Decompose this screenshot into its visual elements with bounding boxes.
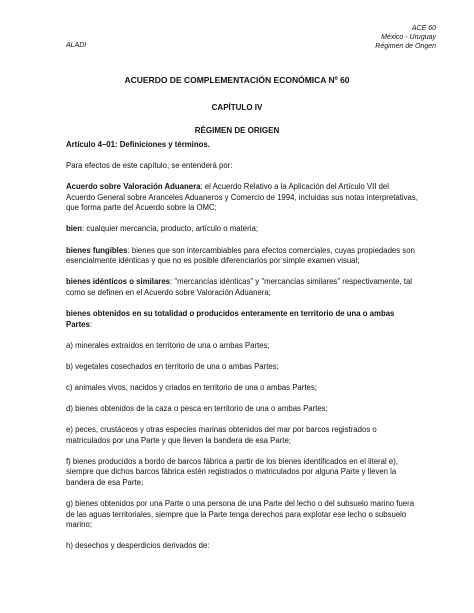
document-body: [66, 140, 418, 562]
definition-bien: [66, 224, 418, 235]
definition-term: Acuerdo sobre Valoración Aduanera: [66, 182, 201, 192]
list-item-b: b) vegetales cosechados en territorio de una o ambas Partes;: [66, 361, 279, 371]
definition-text: :: [89, 319, 93, 329]
list-item-d: d) bienes obtenidos de la caza o pesca en territorio de una o ambas Partes;: [66, 403, 328, 413]
header-ace: ACE 60: [411, 25, 436, 32]
definition-obtenidos: [66, 309, 418, 330]
list-item-f: f) bienes producidos a bordo de barcos fábrica a partir de los bienes identificados en el literal e), siempre que dichos barcos fábrica estén registrados o matriculados por alguna Parte y lleven la bandera de esa Parte;: [66, 456, 398, 487]
chapter-number: CAPÍTULO IV: [211, 103, 263, 112]
list-item-c: c) animales vivos, nacidos y criados en territorio de una o ambas Partes;: [66, 382, 317, 392]
definition-text: : bienes que son intercambiables para efectos comerciales, cuyas propiedades son esencialmente idénticas y que no es posible diferenciarlos por simple examen visual;: [66, 245, 415, 266]
chapter-title: RÉGIMEN DE ORIGEN: [194, 126, 280, 135]
list-item-g: g) bienes obtenidos por una Parte o una persona de una Parte del lecho o del subsuelo marino fuera de las aguas territoriales, siempre que la Parte tenga derechos para explotar ese lecho o subsuelo marino;: [66, 498, 415, 530]
definition-text: : cualquier mercancía, producto, artículo o materia;: [82, 224, 258, 234]
header-countries: México - Uruguay: [381, 34, 436, 41]
list-item-h: h) desechos y desperdicios derivados de:: [66, 541, 210, 551]
intro-paragraph: Para efectos de este capítulo, se entenderá por:: [66, 161, 233, 171]
definition-term: bienes idénticos o similares: [66, 277, 170, 287]
definition-text: : el Acuerdo Relativo a la Aplicación del Artículo VII del Acuerdo General sobre Aranceles Aduaneros y Comercio de 1994, incluidas sus notas interpretativas, que forma parte del Acuerdo sobre la OMC;: [66, 182, 418, 213]
definition-text: : "mercancías idénticas" y "mercancías similares" respectivamente, tal como se definen en el Acuerdo sobre Valoración Aduanera;: [66, 277, 413, 297]
article-heading: Artículo 4–01: Definiciones y términos.: [66, 140, 210, 149]
running-header-left: ALADI: [66, 42, 87, 49]
definition-fungibles: [66, 246, 418, 267]
header-section: Régimen de Origen: [375, 43, 436, 50]
document-title: ACUERDO DE COMPLEMENTACIÓN ECONÓMICA Nº 60: [124, 75, 350, 85]
definition-valoracion: [66, 182, 418, 214]
list-item-a: a) minerales extraídos en territorio de una o ambas Partes;: [66, 340, 270, 350]
definition-term: bien: [66, 224, 83, 234]
definition-term: bienes fungibles: [66, 245, 128, 255]
definition-term: bienes obtenidos en su totalidad o producidos enteramente en territorio de una o ambas Partes: [66, 308, 395, 329]
definition-identicos: [66, 277, 418, 298]
list-item-e: e) peces, crustáceos y otras especies marinas obtenidos del mar por barcos registrados o matriculados por una Parte y que lleven la bandera de esa Parte;: [66, 425, 377, 445]
running-header-right: [375, 24, 436, 51]
